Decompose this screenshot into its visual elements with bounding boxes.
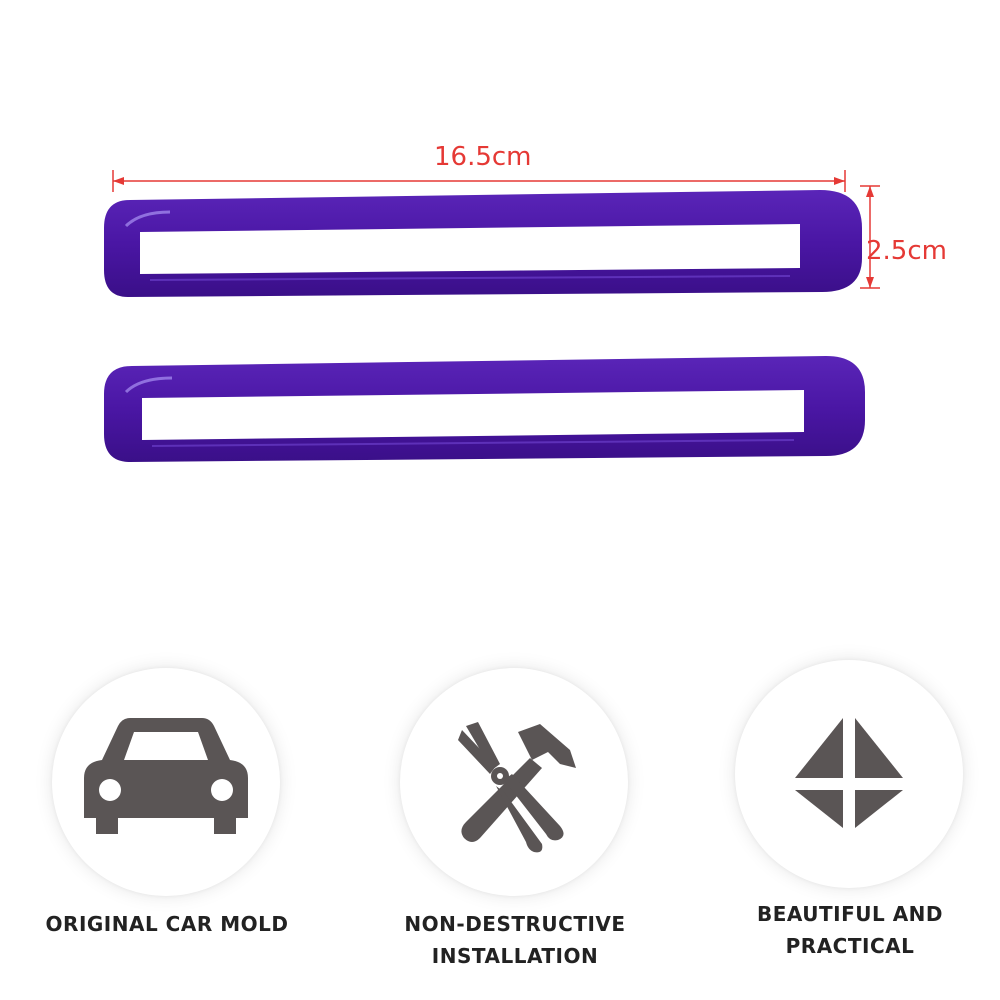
feature-caption: BEAUTIFUL AND PRACTICAL — [756, 902, 944, 958]
feature-caption: ORIGINAL CAR MOLD — [45, 912, 289, 936]
trim-frame-top — [104, 190, 862, 297]
feature-caption: NON-DESTRUCTIVE INSTALLATION — [404, 912, 626, 968]
width-dimension-line — [113, 170, 845, 192]
feature-badge — [52, 668, 280, 896]
diamond-icon — [735, 660, 963, 888]
tools-icon — [400, 668, 628, 896]
feature-badge — [735, 660, 963, 888]
height-label: 2.5cm — [866, 236, 947, 266]
trim-frame-bottom — [104, 356, 865, 462]
feature-badge — [400, 668, 628, 896]
car-icon — [52, 668, 280, 896]
width-label: 16.5cm — [434, 142, 532, 172]
